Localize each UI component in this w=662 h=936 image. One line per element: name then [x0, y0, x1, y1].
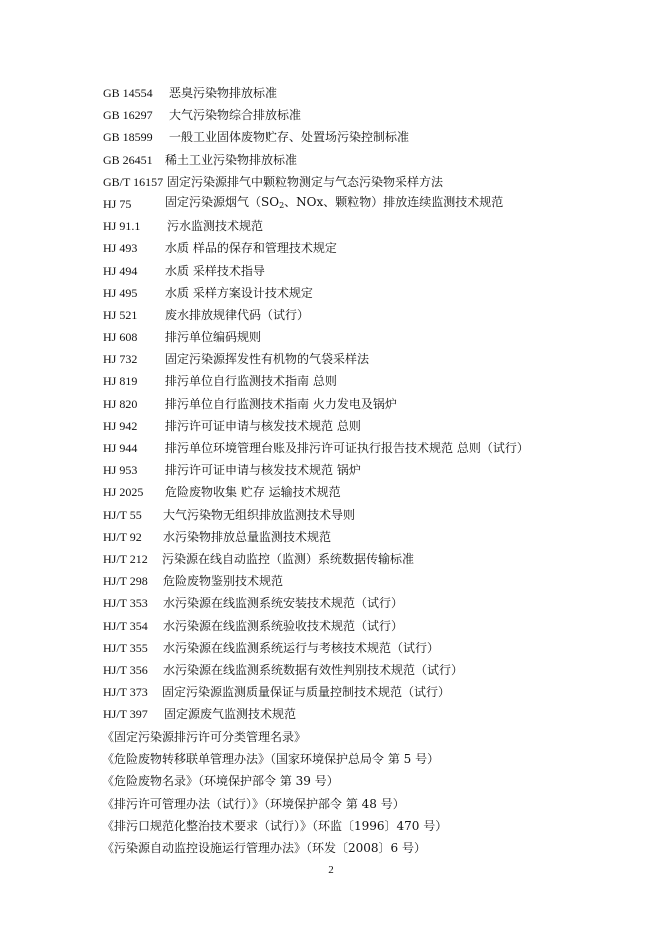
standard-code: HJ/T 212	[103, 551, 148, 566]
standard-title: 固定污染源排气中颗粒物测定与气态污染物采样方法	[167, 174, 444, 189]
standard-row	[103, 637, 623, 659]
document-reference: 《排污许可管理办法（试行）》（环境保护部令 第 48 号）	[102, 796, 405, 811]
standard-row	[103, 237, 623, 259]
standard-row	[103, 548, 623, 570]
standard-title	[165, 191, 503, 217]
standard-row	[103, 171, 623, 193]
standard-title: 水污染源在线监测系统验收技术规范（试行）	[163, 618, 404, 633]
standard-code: HJ 942	[103, 418, 138, 433]
standard-row	[103, 304, 623, 326]
standard-title: 固定源废气监测技术规范	[164, 707, 297, 722]
standard-title: 危险废物收集 贮存 运输技术规范	[165, 485, 341, 500]
standard-row	[103, 659, 623, 681]
standard-row	[103, 282, 623, 304]
standard-title: 水污染源在线监测系统运行与考核技术规范（试行）	[163, 640, 440, 655]
standard-title: 固定污染源挥发性有机物的气袋采样法	[165, 352, 370, 367]
standard-title: 排污单位编码规则	[165, 330, 262, 345]
standard-title: 水质 样品的保存和管理技术规定	[165, 241, 337, 256]
standard-code: HJ/T 356	[103, 662, 148, 677]
standard-row	[103, 104, 623, 126]
page-number: 2	[328, 864, 334, 876]
standard-title: 排污单位自行监测技术指南 总则	[165, 374, 337, 389]
standard-row	[103, 215, 623, 237]
standard-code: HJ 91.1	[103, 219, 141, 234]
standard-title: 污水监测技术规范	[167, 219, 264, 234]
standard-title: 恶臭污染物排放标准	[169, 86, 278, 100]
standard-code: HJ/T 354	[103, 618, 148, 633]
standard-row	[103, 193, 623, 215]
standard-row	[103, 570, 623, 592]
standard-title: 水质 采样方案设计技术规定	[165, 285, 313, 300]
standard-row	[103, 615, 623, 637]
standard-title: 危险废物鉴别技术规范	[163, 574, 284, 589]
standard-code: GB 16297	[103, 108, 153, 123]
standard-title-part: 、NOx、颗粒物）排放连续监测技术规范	[284, 194, 504, 209]
standard-row	[103, 681, 623, 703]
standard-row	[103, 459, 623, 481]
standard-row	[103, 504, 623, 526]
standard-code: GB 14554	[103, 86, 153, 100]
standard-title: 污染源在线自动监控（监测）系统数据传输标准	[162, 551, 415, 566]
document-reference: 《污染源自动监控设施运行管理办法》（环发〔2008〕6 号）	[102, 840, 426, 855]
standard-code: HJ/T 55	[103, 507, 142, 522]
standard-code: HJ/T 397	[103, 707, 148, 722]
standards-list	[103, 82, 623, 725]
standard-title: 固定污染源监测质量保证与质量控制技术规范（试行）	[162, 685, 451, 700]
standard-title: 排污单位环境管理台账及排污许可证执行报告技术规范 总则（试行）	[165, 441, 529, 455]
standard-row	[103, 592, 623, 614]
document-reference: 《危险废物转移联单管理办法》（国家环境保护总局令 第 5 号）	[102, 752, 440, 767]
standard-row	[103, 149, 623, 171]
standard-title: 水污染物排放总量监测技术规范	[163, 529, 332, 544]
standard-row	[103, 437, 623, 459]
standard-code: HJ 820	[103, 396, 138, 411]
standard-row	[103, 82, 623, 104]
standard-row	[103, 415, 623, 437]
standard-code: HJ 608	[103, 330, 138, 345]
standard-title: 水污染源在线监测系统数据有效性判别技术规范（试行）	[163, 662, 464, 677]
standard-title: 排污许可证申请与核发技术规范 总则	[165, 418, 361, 433]
standard-row	[103, 526, 623, 548]
standard-title: 大气污染物无组织排放监测技术导则	[163, 507, 356, 522]
standard-code: HJ 75	[103, 196, 132, 211]
standard-title: 排污许可证申请与核发技术规范 锅炉	[165, 463, 361, 478]
documents-list	[102, 726, 622, 859]
standard-title: 排污单位自行监测技术指南 火力发电及锅炉	[165, 396, 397, 411]
subscript-text: 2	[279, 200, 285, 210]
standard-code: HJ 493	[103, 241, 138, 256]
standard-code: HJ/T 298	[103, 574, 148, 589]
document-reference: 《危险废物名录》（环境保护部令 第 39 号）	[102, 774, 339, 789]
standard-row	[103, 348, 623, 370]
standard-code: HJ 732	[103, 352, 138, 367]
standard-code: GB/T 16157	[103, 174, 164, 189]
standard-code: HJ 2025	[103, 485, 144, 500]
standard-title-part: 固定污染源烟气（SO	[165, 194, 280, 209]
standard-code: HJ 495	[103, 285, 138, 300]
standard-title: 一般工业固体废物贮存、处置场污染控制标准	[169, 130, 410, 145]
standard-title: 稀土工业污染物排放标准	[165, 152, 298, 167]
document-reference: 《固定污染源排污许可分类管理名录》	[102, 730, 307, 744]
standard-code: HJ/T 92	[103, 529, 142, 544]
document-reference: 《排污口规范化整治技术要求（试行）》（环监〔1996〕470 号）	[102, 818, 448, 833]
standard-row	[103, 370, 623, 392]
standard-code: GB 26451	[103, 152, 153, 167]
standard-code: HJ 521	[103, 307, 138, 322]
standard-title: 废水排放规律代码（试行）	[165, 307, 310, 322]
standard-row	[103, 326, 623, 348]
standard-code: HJ/T 353	[103, 596, 148, 611]
standard-title: 大气污染物综合排放标准	[169, 108, 302, 123]
standard-row	[103, 481, 623, 503]
standard-row	[103, 260, 623, 282]
standard-code: HJ/T 355	[103, 640, 148, 655]
standard-code: HJ 944	[103, 441, 138, 455]
standard-code: GB 18599	[103, 130, 153, 145]
standard-title: 水污染源在线监测系统安装技术规范（试行）	[163, 596, 404, 611]
standard-code: HJ 953	[103, 463, 138, 478]
standard-code: HJ 494	[103, 263, 138, 278]
standard-code: HJ 819	[103, 374, 138, 389]
standard-row	[103, 126, 623, 148]
standard-code: HJ/T 373	[103, 685, 148, 700]
standard-row	[103, 703, 623, 725]
standard-row	[103, 393, 623, 415]
standard-title: 水质 采样技术指导	[165, 263, 265, 278]
